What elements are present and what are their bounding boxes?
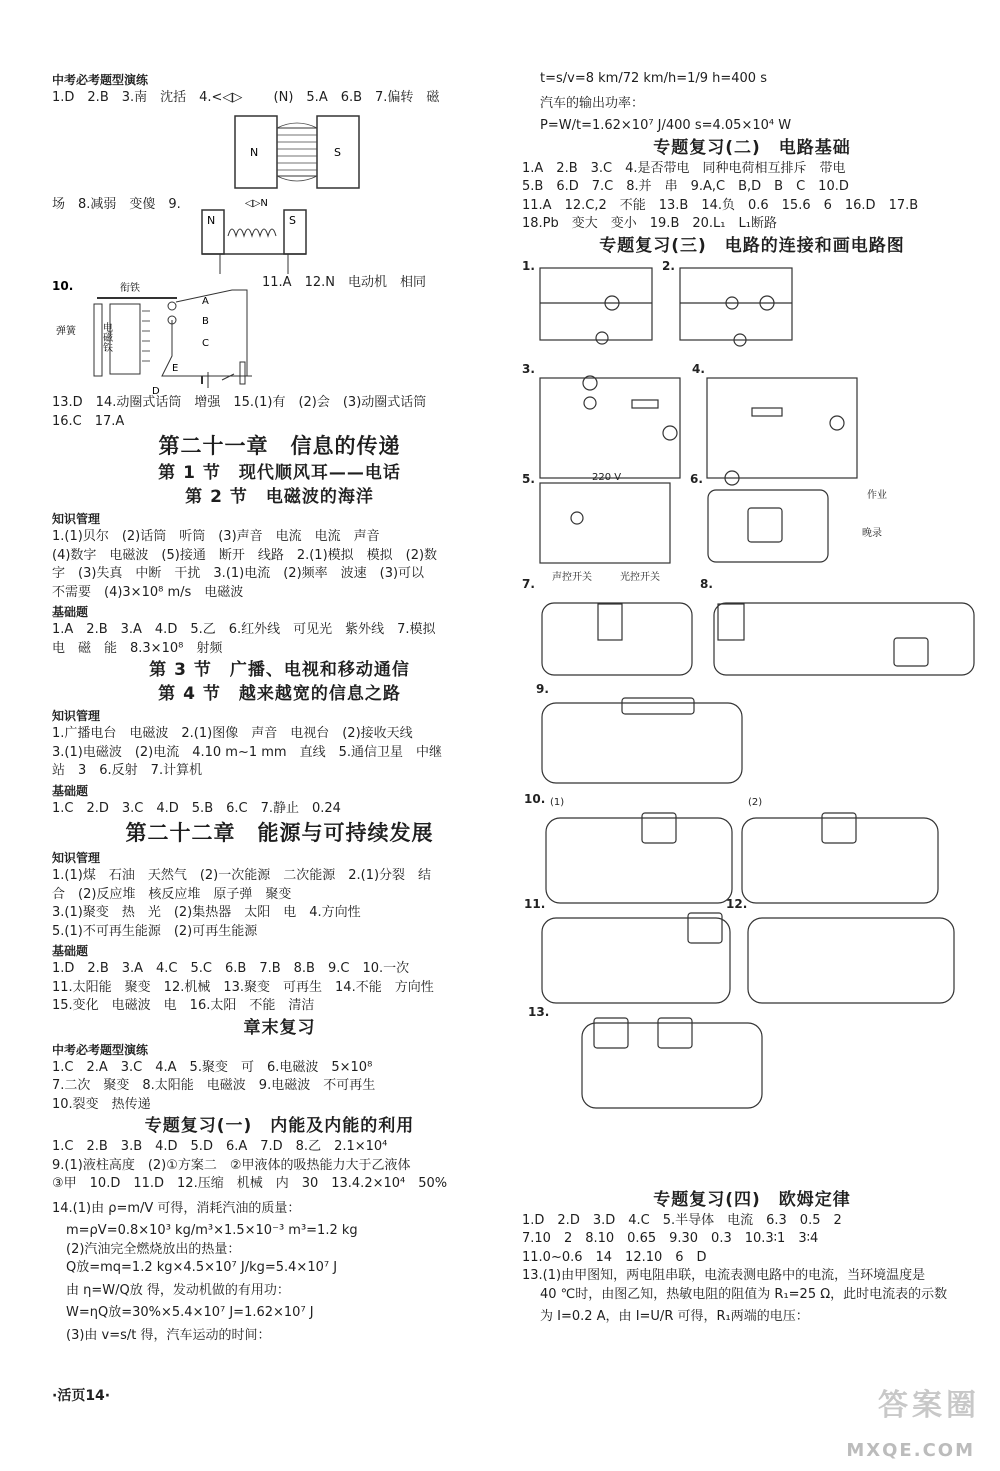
section-title: 专题复习(二) 电路基础 [653, 137, 851, 158]
answer-line: 不需要 (4)3×10⁸ m/s 电磁波 [52, 584, 244, 600]
answer-line: 7.10 2 8.10 0.65 9.30 0.3 10.3∶1 3∶4 [522, 1231, 819, 1246]
section-title: 专题复习(一) 内能及内能的利用 [144, 1116, 415, 1136]
section-title: 专题复习(四) 欧姆定律 [653, 1189, 851, 1210]
watermark-logo: 答案圈 [878, 1388, 980, 1423]
section-label: 中考必考题型演练 [52, 73, 149, 87]
svg-text:(1): (1) [550, 796, 565, 808]
svg-text:1.: 1. [522, 258, 535, 273]
section-label: 知识管理 [52, 709, 101, 723]
answer-line: 汽车的输出功率： [540, 95, 645, 111]
section-title: 章末复习 [243, 1017, 316, 1038]
answer-line: 5.(1)不可再生能源 (2)可再生能源 [52, 923, 258, 939]
svg-text:A: A [202, 296, 209, 307]
answer-line: 1.(1)贝尔 (2)话筒 听筒 (3)声音 电流 电流 声音 [52, 529, 380, 544]
circuit-diagrams [522, 258, 982, 1188]
chapter-title: 第二十二章 能源与可持续发展 [125, 821, 434, 845]
section-label: 知识管理 [52, 512, 101, 526]
answer-line: 由 η=W/Q放 得，发动机做的有用功： [66, 1282, 290, 1298]
answer-line: 1.D 2.D 3.D 4.C 5.半导体 电流 6.3 0.5 2 [522, 1212, 842, 1228]
answer-line: 1.A 2.B 3.A 4.D 5.乙 6.红外线 可见光 紫外线 7.模拟 [52, 622, 436, 637]
answer-line: 1.A 2.B 3.C 4.是否带电 同种电荷相互排斥 带电 [522, 160, 846, 176]
magnet-figure [52, 108, 507, 196]
svg-text:N: N [250, 145, 259, 159]
formula-line: t=s/v=8 km/72 km/h=1/9 h=400 s [540, 71, 767, 86]
answer-line: 场 8.减弱 变傻 9. [52, 196, 181, 212]
svg-text:3.: 3. [522, 361, 535, 376]
right-column [522, 70, 982, 1327]
svg-text:C: C [202, 338, 209, 349]
answer-line: ③甲 10.D 11.D 12.压缩 机械 内 30 13.4.2×10⁴ 50% [52, 1176, 448, 1191]
svg-text:7.: 7. [522, 576, 535, 591]
answer-line: 1.广播电台 电磁波 2.(1)图像 声音 电视台 (2)接收天线 [52, 726, 413, 741]
svg-text:光控开关: 光控开关 [620, 571, 660, 583]
svg-text:弹簧: 弹簧 [56, 326, 76, 337]
compass-icon: <◁▷ [211, 90, 243, 105]
formula-line: P=W/t=1.62×10⁷ J/400 s=4.05×10⁴ W [540, 118, 792, 133]
answer-line: 3.(1)聚变 热 光 (2)集热器 太阳 电 4.方向性 [52, 905, 361, 920]
svg-text:N: N [207, 214, 216, 227]
answer-line: 7.二次 聚变 8.太阳能 电磁波 9.电磁波 不可再生 [52, 1078, 376, 1093]
answer-line: 1.C 2.D 3.C 4.D 5.B 6.C 7.静止 0.24 [52, 800, 341, 816]
svg-text:6.: 6. [690, 471, 703, 486]
svg-text:作业: 作业 [867, 489, 887, 501]
svg-text:10.: 10. [52, 279, 74, 293]
answer-line: 电 磁 能 8.3×10⁸ 射频 [52, 640, 223, 656]
section-label: 基础题 [52, 783, 89, 798]
svg-text:13.: 13. [528, 1004, 550, 1019]
answer-line: 1.C 2.B 3.B 4.D 5.D 6.A 7.D 8.乙 2.1×10⁴ [52, 1139, 388, 1154]
section-label: 知识管理 [52, 851, 101, 865]
relay-figure [52, 276, 507, 394]
answer-line: (3)由 v=s/t 得，汽车运动的时间： [66, 1327, 271, 1343]
svg-text:11.: 11. [524, 896, 546, 911]
svg-text:B: B [202, 316, 209, 327]
svg-text:电磁铁: 电磁铁 [100, 322, 112, 352]
answer-line: 10.裂变 热传递 [52, 1096, 151, 1112]
answer-line: 1.D 2.B 3.南 沈括 4.<◁▷ (N) 5.A 6.B 7.偏转 磁 [52, 89, 507, 108]
section-label: 基础题 [52, 944, 89, 958]
answer-line: 11.A 12.N 电动机 相同 [262, 275, 426, 290]
answer-line: 11.太阳能 聚变 12.机械 13.聚变 可再生 14.不能 方向性 [52, 979, 434, 995]
svg-text:S: S [334, 145, 341, 159]
answer-line: Q放=mq=1.2 kg×4.5×10⁷ J/kg=5.4×10⁷ J [66, 1260, 338, 1275]
answer-line: 13.(1)由甲图知，两电阻串联，电流表测电路中的电流，当环境温度是 [522, 1268, 926, 1283]
answer-line: 1.(1)煤 石油 天然气 (2)一次能源 二次能源 2.(1)分裂 结 [52, 868, 432, 883]
svg-text:衔铁: 衔铁 [120, 283, 140, 294]
svg-text:(2): (2) [748, 796, 763, 808]
section-label: 基础题 [52, 605, 89, 619]
answer-line: 9.(1)液柱高度 (2)①方案二 ②甲液体的吸热能力大于乙液体 [52, 1157, 411, 1173]
svg-text:声控开关: 声控开关 [552, 571, 592, 583]
page-number: ·活页14· [52, 1388, 111, 1404]
section-title: 第 3 节 广播、电视和移动通信 [149, 660, 410, 680]
section-label: 中考必考题型演练 [52, 1042, 149, 1057]
svg-text:10.: 10. [524, 791, 546, 806]
left-column [52, 70, 507, 1345]
section-title: 第 4 节 越来越宽的信息之路 [158, 684, 401, 704]
answer-line: m=ρV=0.8×10³ kg/m³×1.5×10⁻³ m³=1.2 kg [66, 1223, 358, 1238]
answer-line: W=ηQ放=30%×5.4×10⁷ J=1.62×10⁷ J [66, 1305, 314, 1320]
svg-text:12.: 12. [726, 896, 748, 911]
answer-line: (2)汽油完全燃烧放出的热量： [66, 1241, 241, 1257]
answer-line: 15.变化 电磁波 电 16.太阳 不能 清洁 [52, 998, 315, 1013]
section-title: 第 1 节 现代顺风耳——电话 [158, 463, 401, 483]
svg-text:2.: 2. [662, 258, 675, 273]
svg-text:220 V: 220 V [592, 471, 622, 483]
electromagnet-figure [52, 196, 507, 276]
answer-line: 18.Pb 变大 变小 19.B 20.L₁ L₁断路 [522, 216, 777, 231]
answer-line: (4)数字 电磁波 (5)接通 断开 线路 2.(1)模拟 模拟 (2)数 [52, 547, 438, 563]
answer-line: 11.0~0.6 14 12.10 6 D [522, 1249, 707, 1265]
svg-text:4.: 4. [692, 361, 705, 376]
svg-text:◁▷N: ◁▷N [245, 198, 268, 209]
chapter-title: 第二十一章 信息的传递 [158, 434, 401, 458]
answer-line: 合 (2)反应堆 核反应堆 原子弹 聚变 [52, 886, 292, 902]
svg-text:D: D [152, 386, 160, 394]
answer-line: 为 I=0.2 A，由 I=U/R 可得，R₁两端的电压： [540, 1309, 809, 1324]
answer-line: 站 3 6.反射 7.计算机 [52, 763, 203, 778]
answer-line: 16.C 17.A [52, 413, 125, 429]
svg-text:5.: 5. [522, 471, 535, 486]
svg-text:S: S [289, 214, 296, 227]
answer-line: 字 (3)失真 中断 干扰 3.(1)电流 (2)频率 波速 (3)可以 [52, 566, 425, 581]
section-title: 第 2 节 电磁波的海洋 [185, 487, 374, 507]
svg-text:9.: 9. [536, 681, 549, 696]
answer-line: 11.A 12.C,2 不能 13.B 14.负 0.6 15.6 6 16.D 17.B [522, 197, 919, 213]
section-title: 专题复习(三) 电路的连接和画电路图 [599, 235, 905, 256]
svg-text:E: E [172, 363, 179, 374]
watermark-url: MXQE.COM [846, 1440, 975, 1461]
answer-line: 40 ℃时，由图乙知，热敏电阻的阻值为 R₁=25 Ω，此时电流表的示数 [540, 1286, 948, 1302]
svg-text:8.: 8. [700, 576, 713, 591]
answer-line: 1.D 2.B 3.A 4.C 5.C 6.B 7.B 8.B 9.C 10.一次 [52, 961, 410, 976]
answer-line: 13.D 14.动圈式话筒 增强 15.(1)有 (2)会 (3)动圈式话筒 [52, 395, 427, 410]
answer-line: 5.B 6.D 7.C 8.并 串 9.A,C B,D B C 10.D [522, 179, 849, 194]
answer-line: 1.C 2.A 3.C 4.A 5.聚变 可 6.电磁波 5×10⁸ [52, 1059, 373, 1075]
answer-line: 3.(1)电磁波 (2)电流 4.10 m~1 mm 直线 5.通信卫星 中继 [52, 744, 443, 760]
svg-text:晚录: 晚录 [862, 527, 882, 539]
answer-line: 14.(1)由 ρ=m/V 可得，消耗汽油的质量： [52, 1200, 301, 1216]
